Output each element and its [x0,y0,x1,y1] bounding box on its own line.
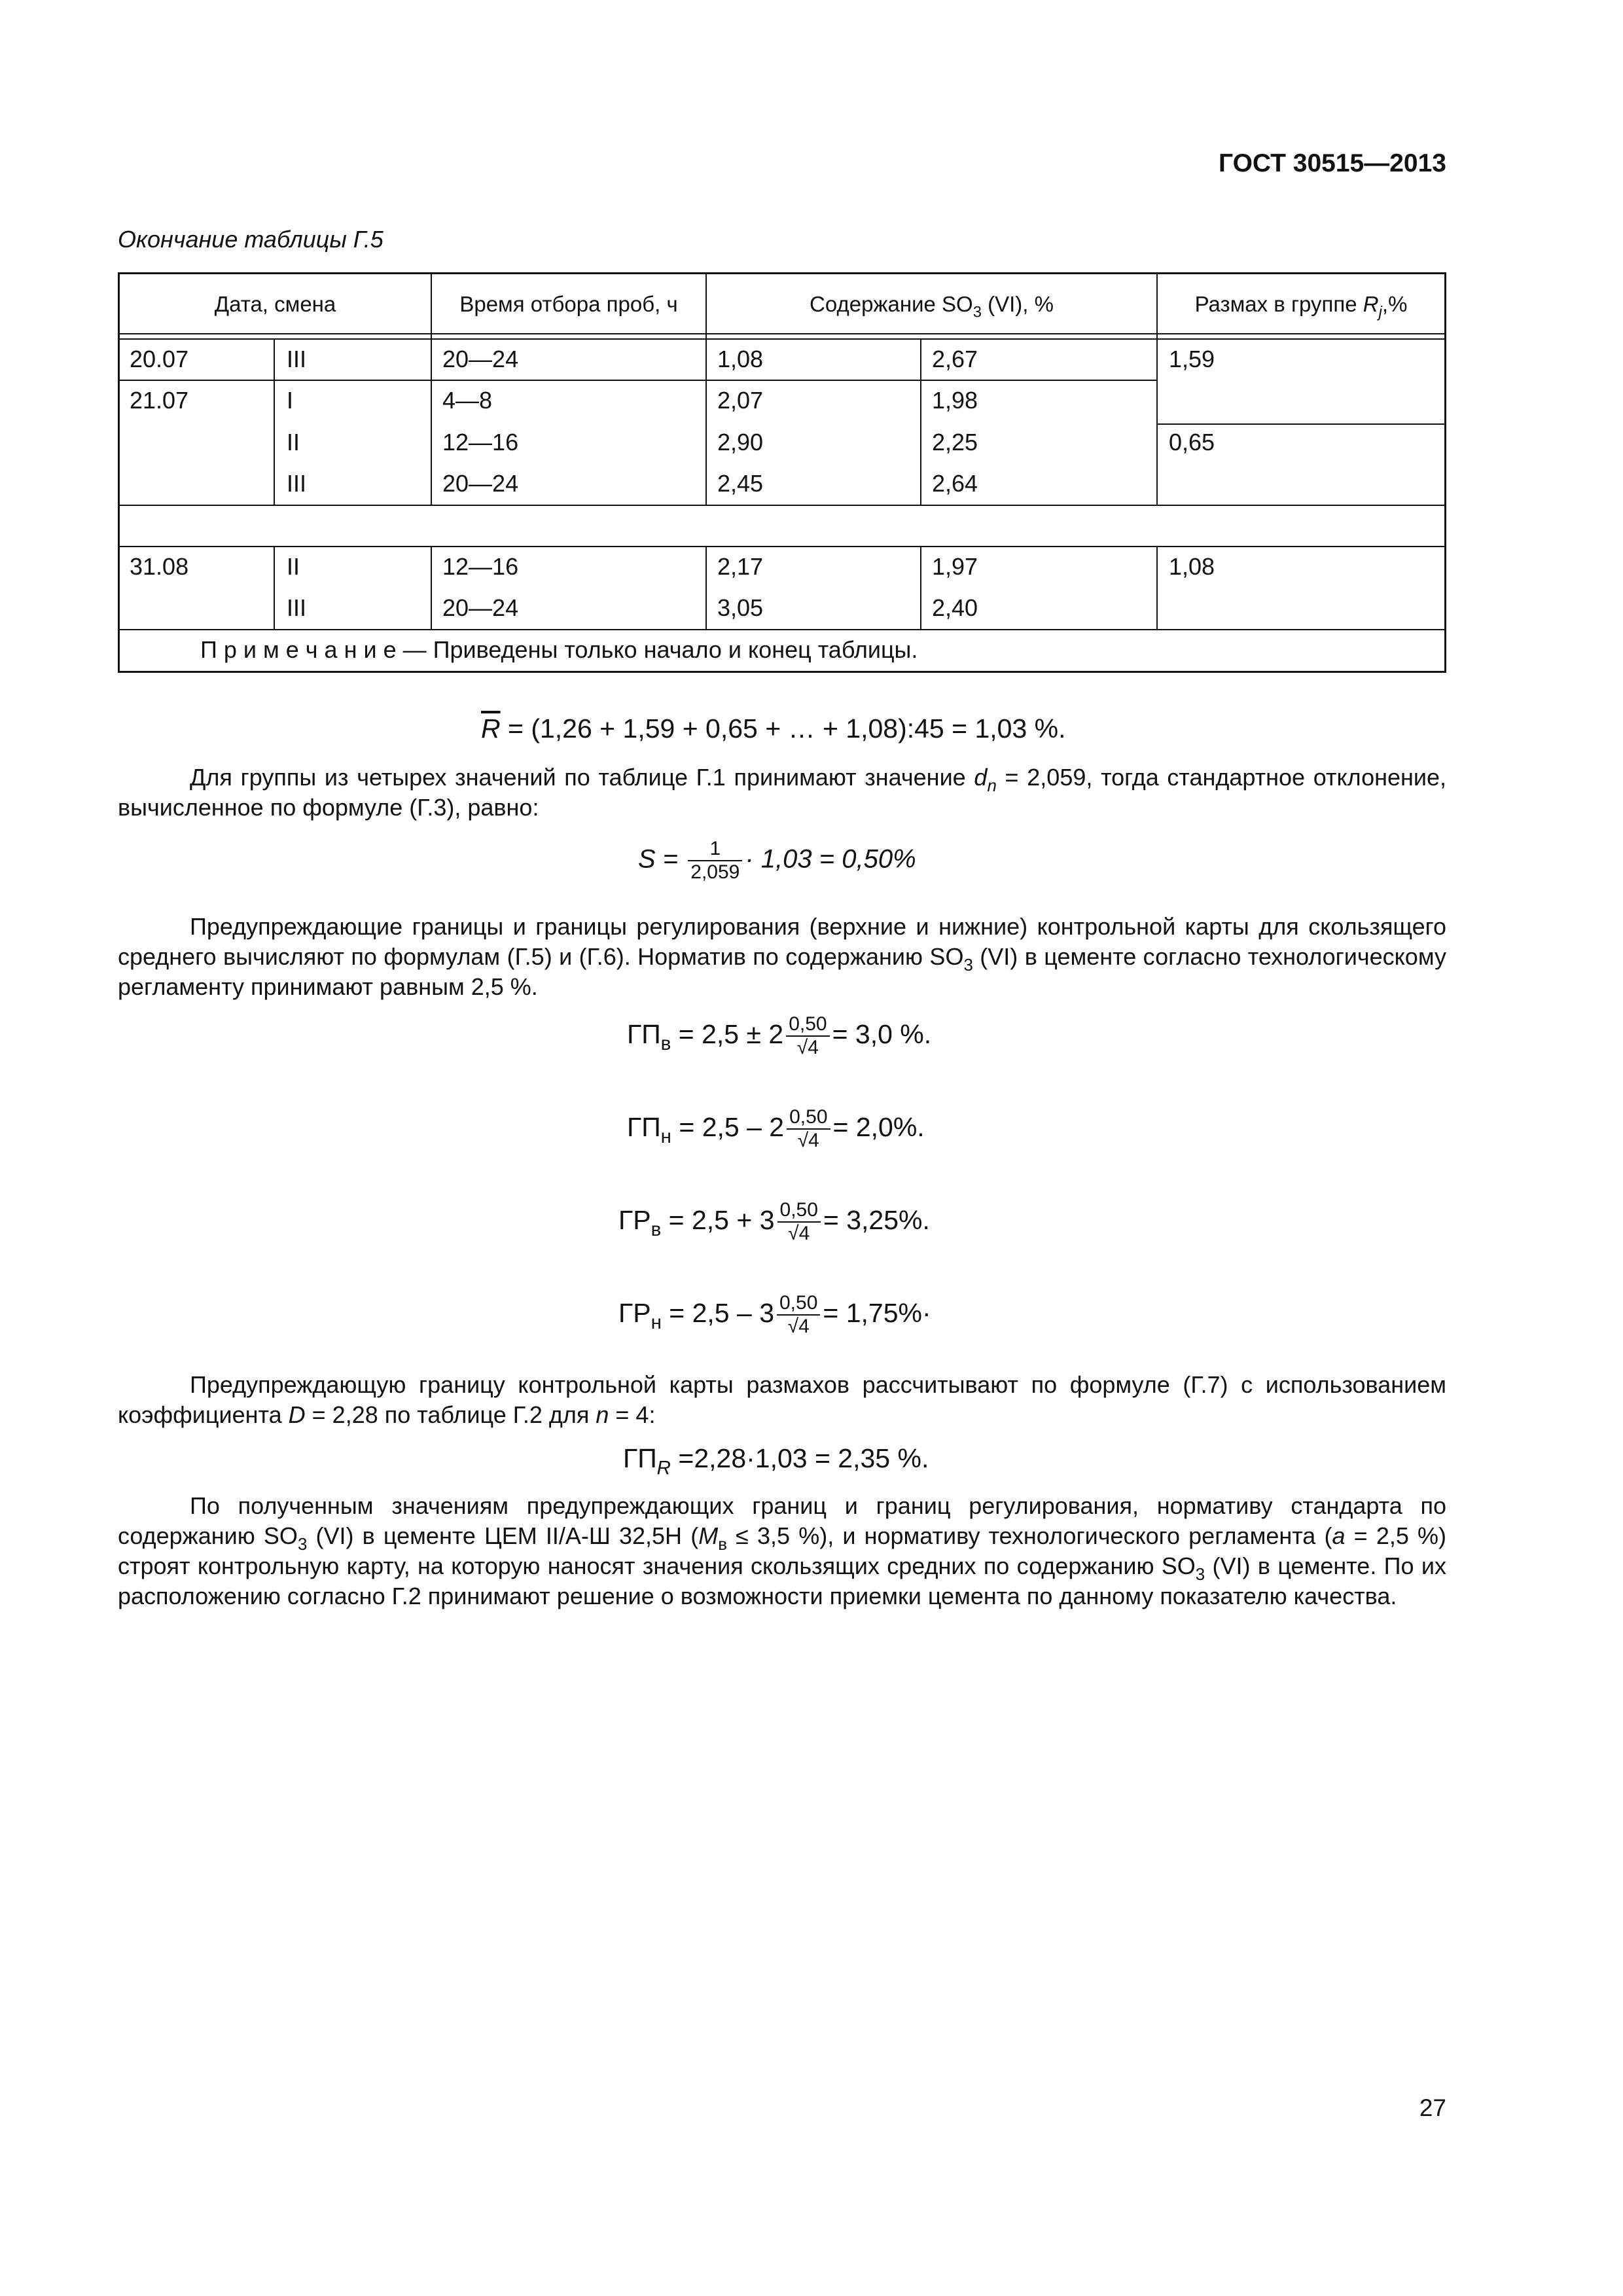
table-row-time: 20—24 [442,594,519,621]
paragraph-control-chart-decision: По полученным значениям предупреждающих границ и границ регулирования, нормативу стандарта по содержанию $SO_3$ (VI) в цементе ЦЕМ II/А-Ш 32,5Н ($М_в \le 3,5$ %), и нормативу технологического регламента (а = 2,5 %) строят контрольную карту, на которую наносят значения скользящих средних по содержанию $SO_3$ (VI) в цементе. По их расположению согласно Г.2 принимают решение о возможности приемки цемента по данному показателю качества. [118,1492,1447,1609]
formula-lower-warning-limit: $ГП_н = 2,5 - 2$ $\frac{0,50}{√4}$ = 2,0%. [627,1106,925,1151]
data-table [118,272,1446,673]
table-row-time: 12—16 [442,553,519,580]
table-caption: Окончание таблицы Г.5 [118,226,383,253]
formula-upper-warning-limit: $ГП_в = 2,5 \pm 2$ $\frac{0,50}{√4}$ = 3,0 %. [627,1013,932,1058]
page-number: 27 [1419,2094,1446,2121]
table-row-value-2: 2,64 [932,470,978,497]
table-row-value-2: 2,25 [932,429,978,456]
table-row-value-1: 3,05 [717,594,764,621]
table-row-value-1: 2,45 [717,470,764,497]
table-row-time: 4—8 [442,387,493,414]
table-range-value: 1,59 [1169,346,1215,372]
table-row-value-1: 1,08 [717,346,764,372]
table-row-date: 20.07 [130,346,189,372]
header-date-shift: Дата, смена [214,292,336,316]
header-sampling-time: Время отбора проб, ч [459,292,678,316]
header-so3-content: Содержание $SO_3$ (VI), % [810,292,1054,321]
table-row-value-1: 2,07 [717,387,764,414]
table-row-value-2: 1,98 [932,387,978,414]
table-row-shift: II [287,553,300,580]
table-row-value-2: 2,67 [932,346,978,372]
table-note: П р и м е ч а н и е — Приведены только начало и конец таблицы. [200,636,918,663]
table-row-value-2: 2,40 [932,594,978,621]
table-row-date: 21.07 [130,387,189,414]
table-row-time: 20—24 [442,346,519,372]
paragraph-control-limits: Предупреждающие границы и границы регулирования (верхние и нижние) контрольной карты для скользящего среднего вычисляют по формулам (Г.5) и (Г.6). Норматив по содержанию $SO_3$ (VI) в цементе согласно технологическому регламенту принимают равным 2,5 %. [118,913,1446,1000]
header-group-range: Размах в группе $R_j,\%$ [1194,292,1408,321]
table-row-time: 12—16 [442,429,519,456]
table-row-shift: II [287,429,300,456]
formula-range-warning-limit: $ГП_R =2,28\cdot 1,03 = 2,35$ %. [623,1443,929,1479]
table-row-shift: III [287,594,307,621]
formula-mean-range: $\overline{R} = (1,26 + 1,59 + 0,65$ + … + 1,08):45 = 1,03 %. [481,713,1066,744]
paragraph-range-chart: Предупреждающую границу контрольной карты размахов рассчитывают по формуле (Г.7) с использованием коэффициента D = 2,28 по таблице Г.2 для n = 4: [118,1371,1446,1428]
table-row-shift: III [287,470,307,497]
table-row-value-1: 2,90 [717,429,764,456]
document-code: ГОСТ 30515—2013 [1219,149,1446,177]
table-row-time: 20—24 [442,470,519,497]
formula-upper-control-limit: $ГР_в = 2,5 + 3$ $\frac{0,50}{√4}$ = 3,25%. [618,1199,930,1244]
table-range-value: 1,08 [1169,553,1215,580]
formula-std-deviation: S = $\frac{1}{2,059}$ · 1,03 = 0,50% [638,838,916,883]
table-row-shift: I [287,387,294,414]
table-row-value-1: 2,17 [717,553,764,580]
table-row-shift: III [287,346,307,372]
table-row-value-2: 1,97 [932,553,978,580]
table-row-date: 31.08 [130,553,189,580]
table-range-value: 0,65 [1169,429,1215,456]
formula-lower-control-limit: $ГР_н = 2,5 - 3$ $\frac{0,50}{√4}$ = 1,75%· [618,1292,931,1337]
paragraph-std-deviation: Для группы из четырех значений по таблице Г.1 принимают значение $d_n = 2,059$, тогда стандартное отклонение, вычисленное по формуле (Г.3), равно: [118,764,1447,821]
